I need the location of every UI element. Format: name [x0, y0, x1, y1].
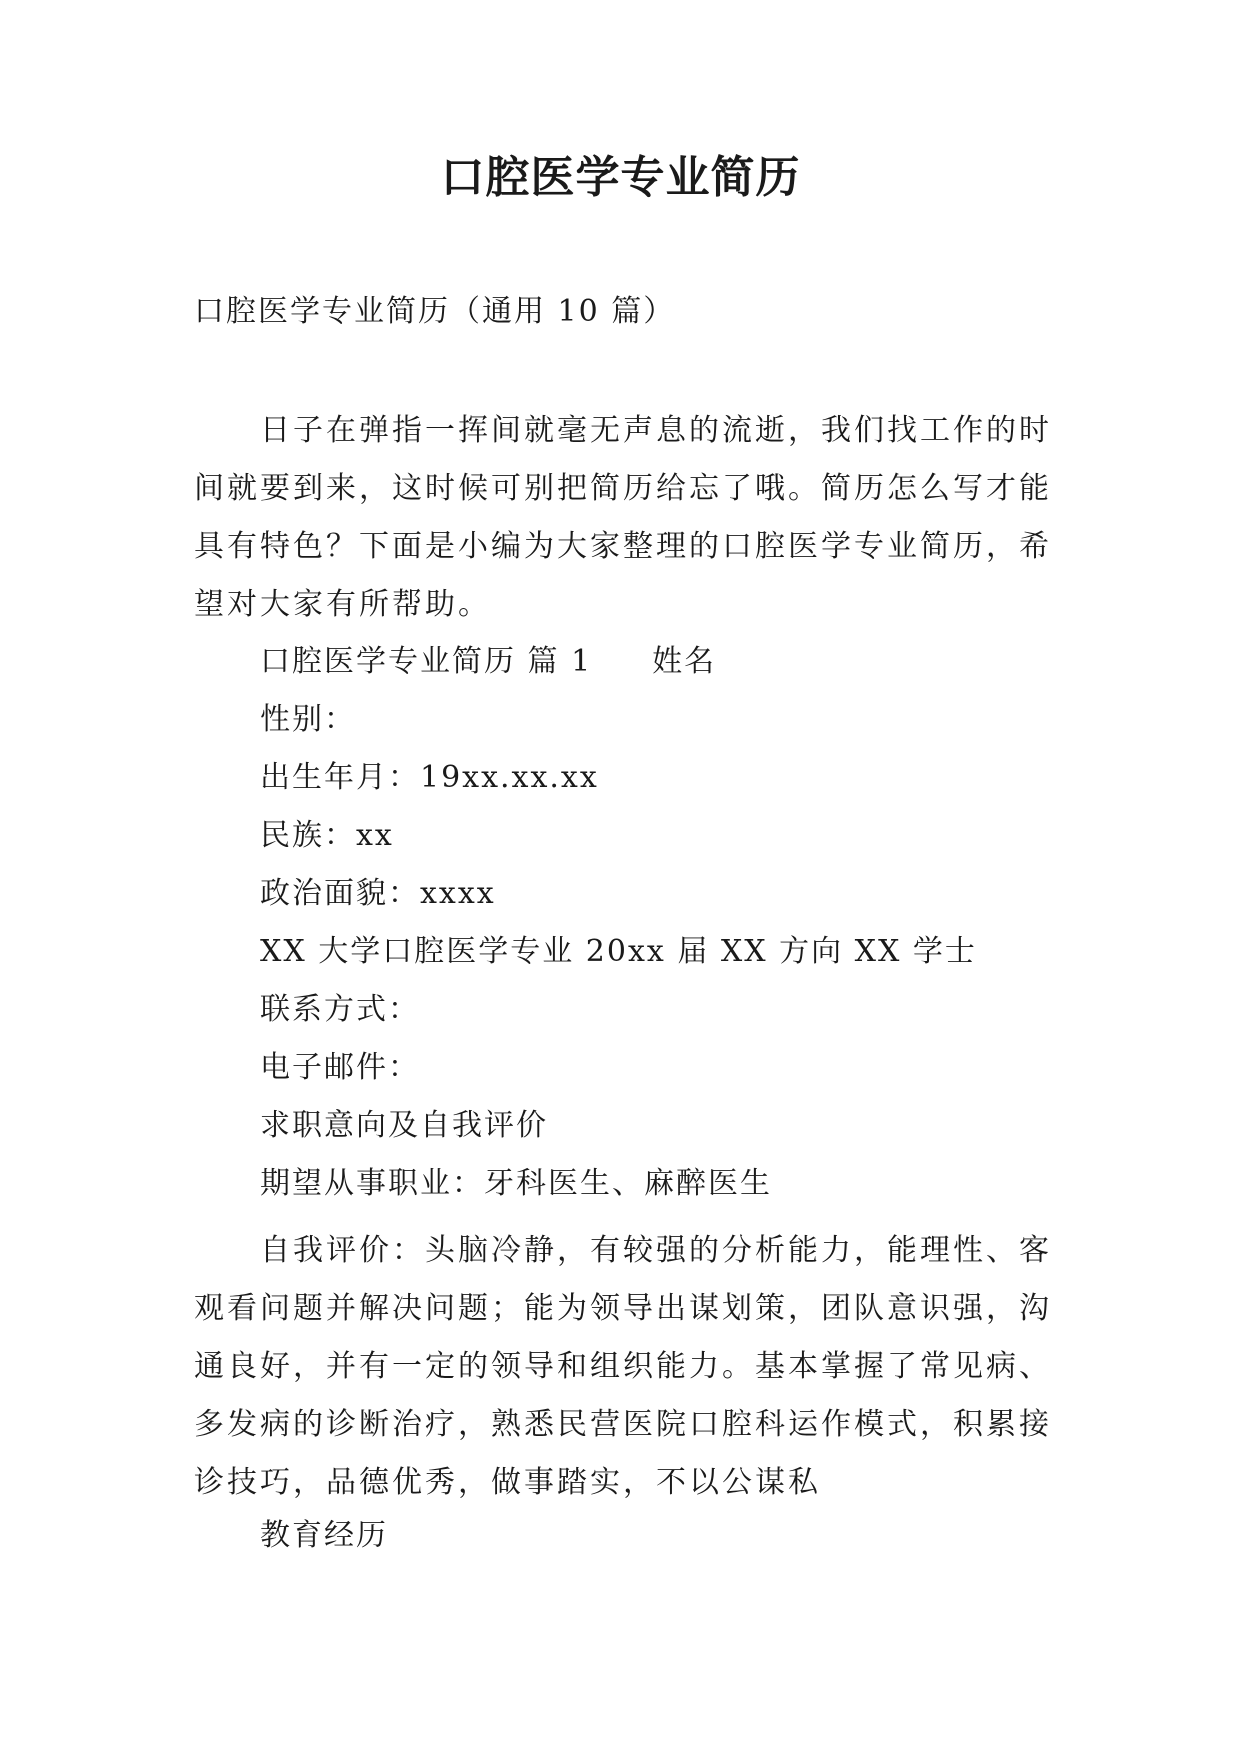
education-line: XX 大学口腔医学专业 20xx 届 XX 方向 XX 学士: [260, 934, 977, 969]
intro-paragraph: 日子在弹指一挥间就毫无声息的流逝，我们找工作的时间就要到来，这时候可别把简历给忘了哦。简历怎么写才能具有特色？下面是小编为大家整理的口腔医学专业简历，希望对大家有所帮助。: [194, 413, 1052, 622]
expected-job-line: 期望从事职业：牙科医生、麻醉医生: [260, 1166, 772, 1201]
document-subtitle: 口腔医学专业简历（通用 10 篇）: [194, 294, 676, 329]
section-heading: 口腔医学专业简历 篇 1: [260, 644, 593, 679]
email-line: 电子邮件：: [260, 1050, 420, 1085]
ethnicity-line: 民族：xx: [260, 818, 394, 853]
gender-line: 性别：: [260, 702, 356, 737]
self-evaluation-paragraph: 自我评价：头脑冷静，有较强的分析能力，能理性、客观看问题并解决问题；能为领导出谋划策，团队意识强，沟通良好，并有一定的领导和组织能力。基本掌握了常见病、多发病的诊断治疗，熟悉民营医院口腔科运作模式，积累接诊技巧，品德优秀，做事踏实，不以公谋私: [194, 1233, 1052, 1500]
job-intent-heading: 求职意向及自我评价: [260, 1108, 548, 1143]
document-title: 口腔医学专业简历: [440, 152, 801, 203]
birth-line: 出生年月：19xx.xx.xx: [260, 760, 599, 795]
education-heading: 教育经历: [260, 1518, 388, 1553]
political-line: 政治面貌：xxxx: [260, 876, 496, 911]
section-heading-line: [260, 642, 716, 682]
contact-line: 联系方式：: [260, 992, 420, 1027]
name-label: 姓名: [652, 644, 717, 679]
